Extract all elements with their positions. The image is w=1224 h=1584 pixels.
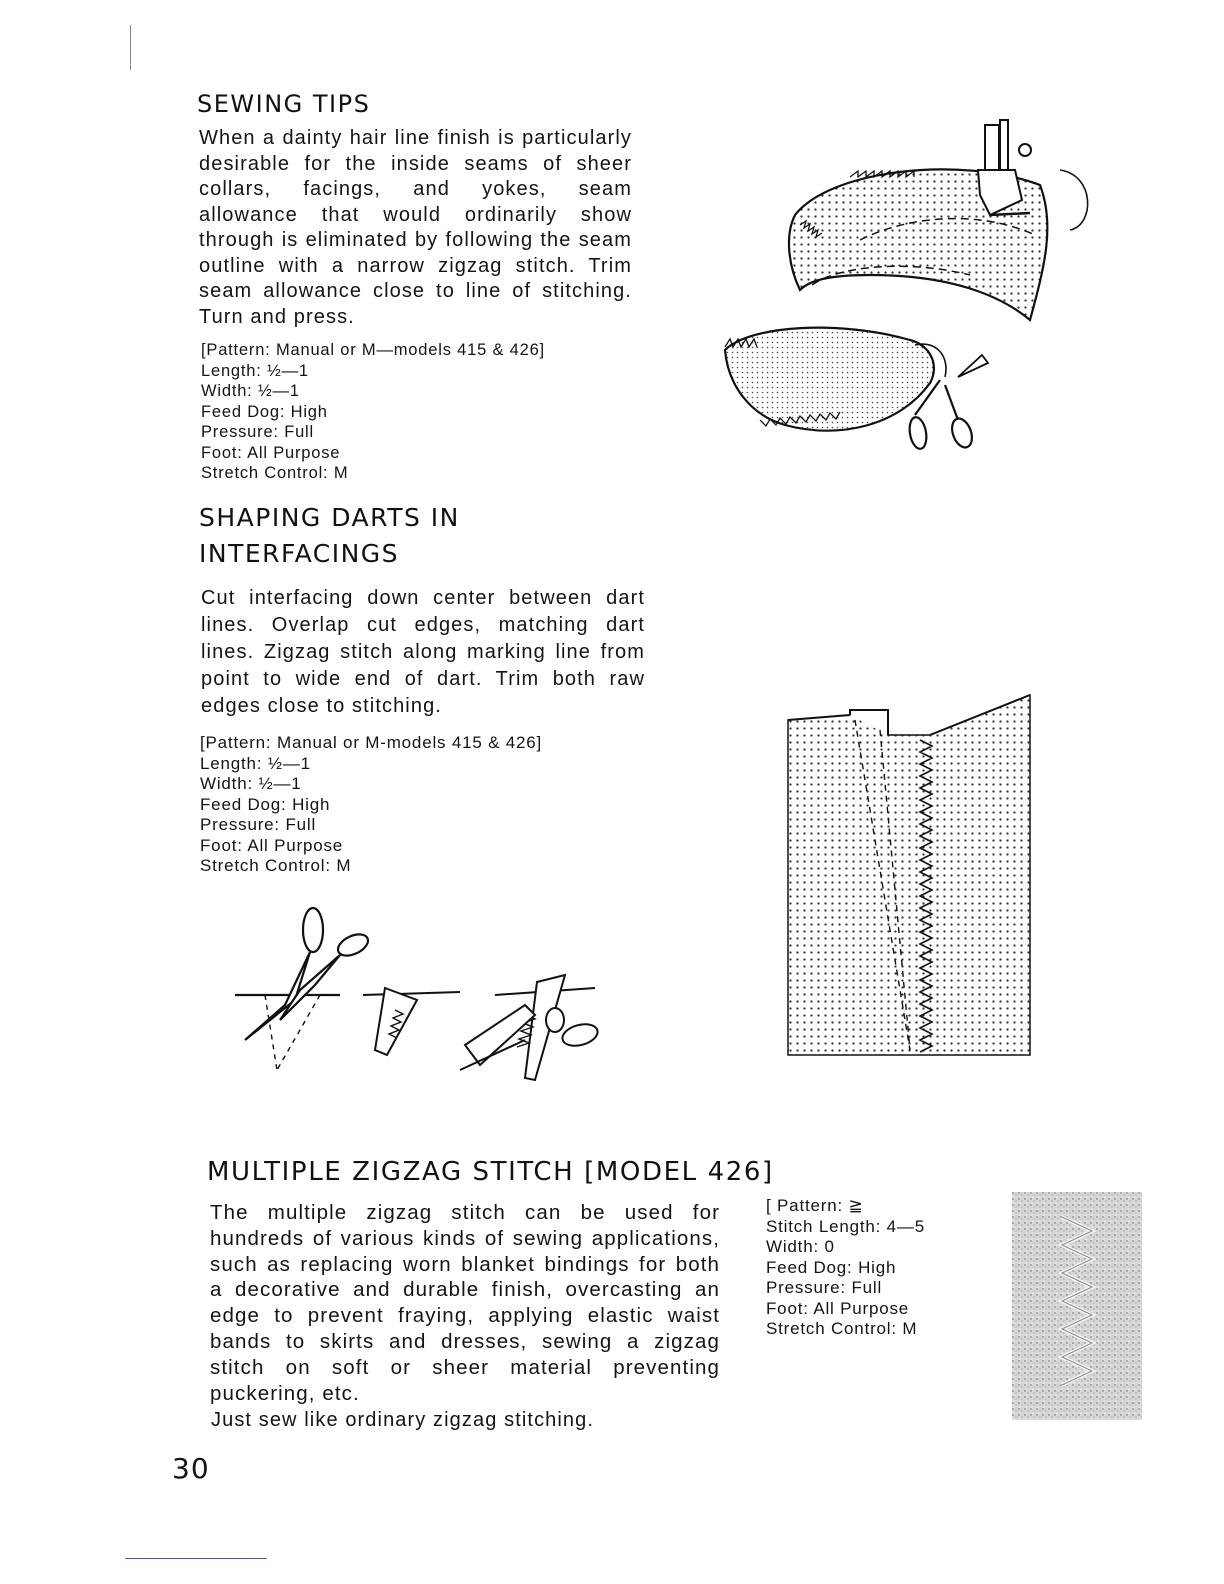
spec-length: Length: ½—1: [201, 361, 309, 380]
shaping-darts-paragraph: Cut interfacing down center between dart lines. Overlap cut edges, matching dart lines. Zigzag stitch along marking line from point to wide end of dart. Trim both raw edges close to stitching.: [201, 587, 645, 717]
spec-pressure: Pressure: Full: [766, 1278, 883, 1297]
bottom-rule: [125, 1558, 267, 1559]
trim-scissors-icon: [460, 975, 600, 1080]
zigzag-stitch-sample-photo: [1012, 1192, 1142, 1420]
spec-stretch-control: Stretch Control: M: [201, 464, 349, 482]
spec-pattern: [Pattern: Manual or M-models 415 & 426]: [200, 733, 543, 752]
spec-width: Width: ½—1: [200, 774, 302, 793]
sewing-tips-specs: [201, 340, 545, 484]
spec-feed-dog: Feed Dog: High: [201, 402, 328, 421]
multiple-zigzag-note: Just sew like ordinary zigzag stitching.: [211, 1409, 595, 1431]
page-number: 30: [172, 1452, 210, 1485]
spec-foot: Foot: All Purpose: [766, 1298, 910, 1318]
section-title-multiple-zigzag: MULTIPLE ZIGZAG STITCH [MODEL 426]: [207, 1157, 774, 1187]
spec-feed-dog: Feed Dog: High: [766, 1257, 897, 1277]
title-line-1: SHAPING DARTS IN: [199, 503, 460, 532]
spec-pattern: [ Pattern: ≧: [766, 1196, 864, 1215]
spec-pressure: Pressure: Full: [201, 423, 314, 441]
section-title-sewing-tips: SEWING TIPS: [197, 90, 371, 118]
overlap-dart-icon: [363, 988, 460, 1055]
sewing-tips-paragraph: When a dainty hair line finish is particularly desirable for the inside seams of sheer collars, facings, and yokes, seam allowance that would ordinarily show through is eliminated by following the seam outline with a narrow zigzag stitch. Trim seam allowance close to line of stitching. Turn and press.: [199, 127, 632, 328]
spec-length: Length: ½—1: [200, 753, 311, 773]
spec-foot: Foot: All Purpose: [201, 443, 341, 462]
spec-width: Width: ½—1: [201, 382, 300, 400]
spec-stretch-control: Stretch Control: M: [766, 1319, 918, 1338]
section-title-shaping-darts: [199, 500, 460, 572]
spec-stitch-length: Stitch Length: 4—5: [766, 1216, 925, 1236]
spec-feed-dog: Feed Dog: High: [200, 794, 331, 814]
dart-steps-illustration: [225, 900, 605, 1105]
spec-pressure: Pressure: Full: [200, 815, 317, 834]
multiple-zigzag-specs: [766, 1196, 925, 1340]
collar-illustration: [700, 115, 1100, 475]
shaping-darts-specs: [200, 733, 542, 877]
spec-stretch-control: Stretch Control: M: [200, 856, 352, 875]
title-line-2: INTERFACINGS: [199, 539, 400, 568]
scan-mark: [130, 25, 131, 70]
spec-pattern: [Pattern: Manual or M—models 415 & 426]: [201, 341, 545, 359]
spec-foot: Foot: All Purpose: [200, 835, 344, 855]
spec-width: Width: 0: [766, 1237, 835, 1256]
dart-interfacing-illustration: [780, 690, 1040, 1065]
scissors-cutting-icon: [235, 908, 371, 1070]
multiple-zigzag-paragraph: The multiple zigzag stitch can be used for hundreds of various kinds of sewing applications, such as replacing worn blanket bindings for both a decorative and durable finish, overcasting an edge to prevent fraying, applying elastic waist bands to skirts and dresses, sewing a zigzag stitch on soft or sheer material preventing puckering, etc.: [210, 1201, 720, 1405]
